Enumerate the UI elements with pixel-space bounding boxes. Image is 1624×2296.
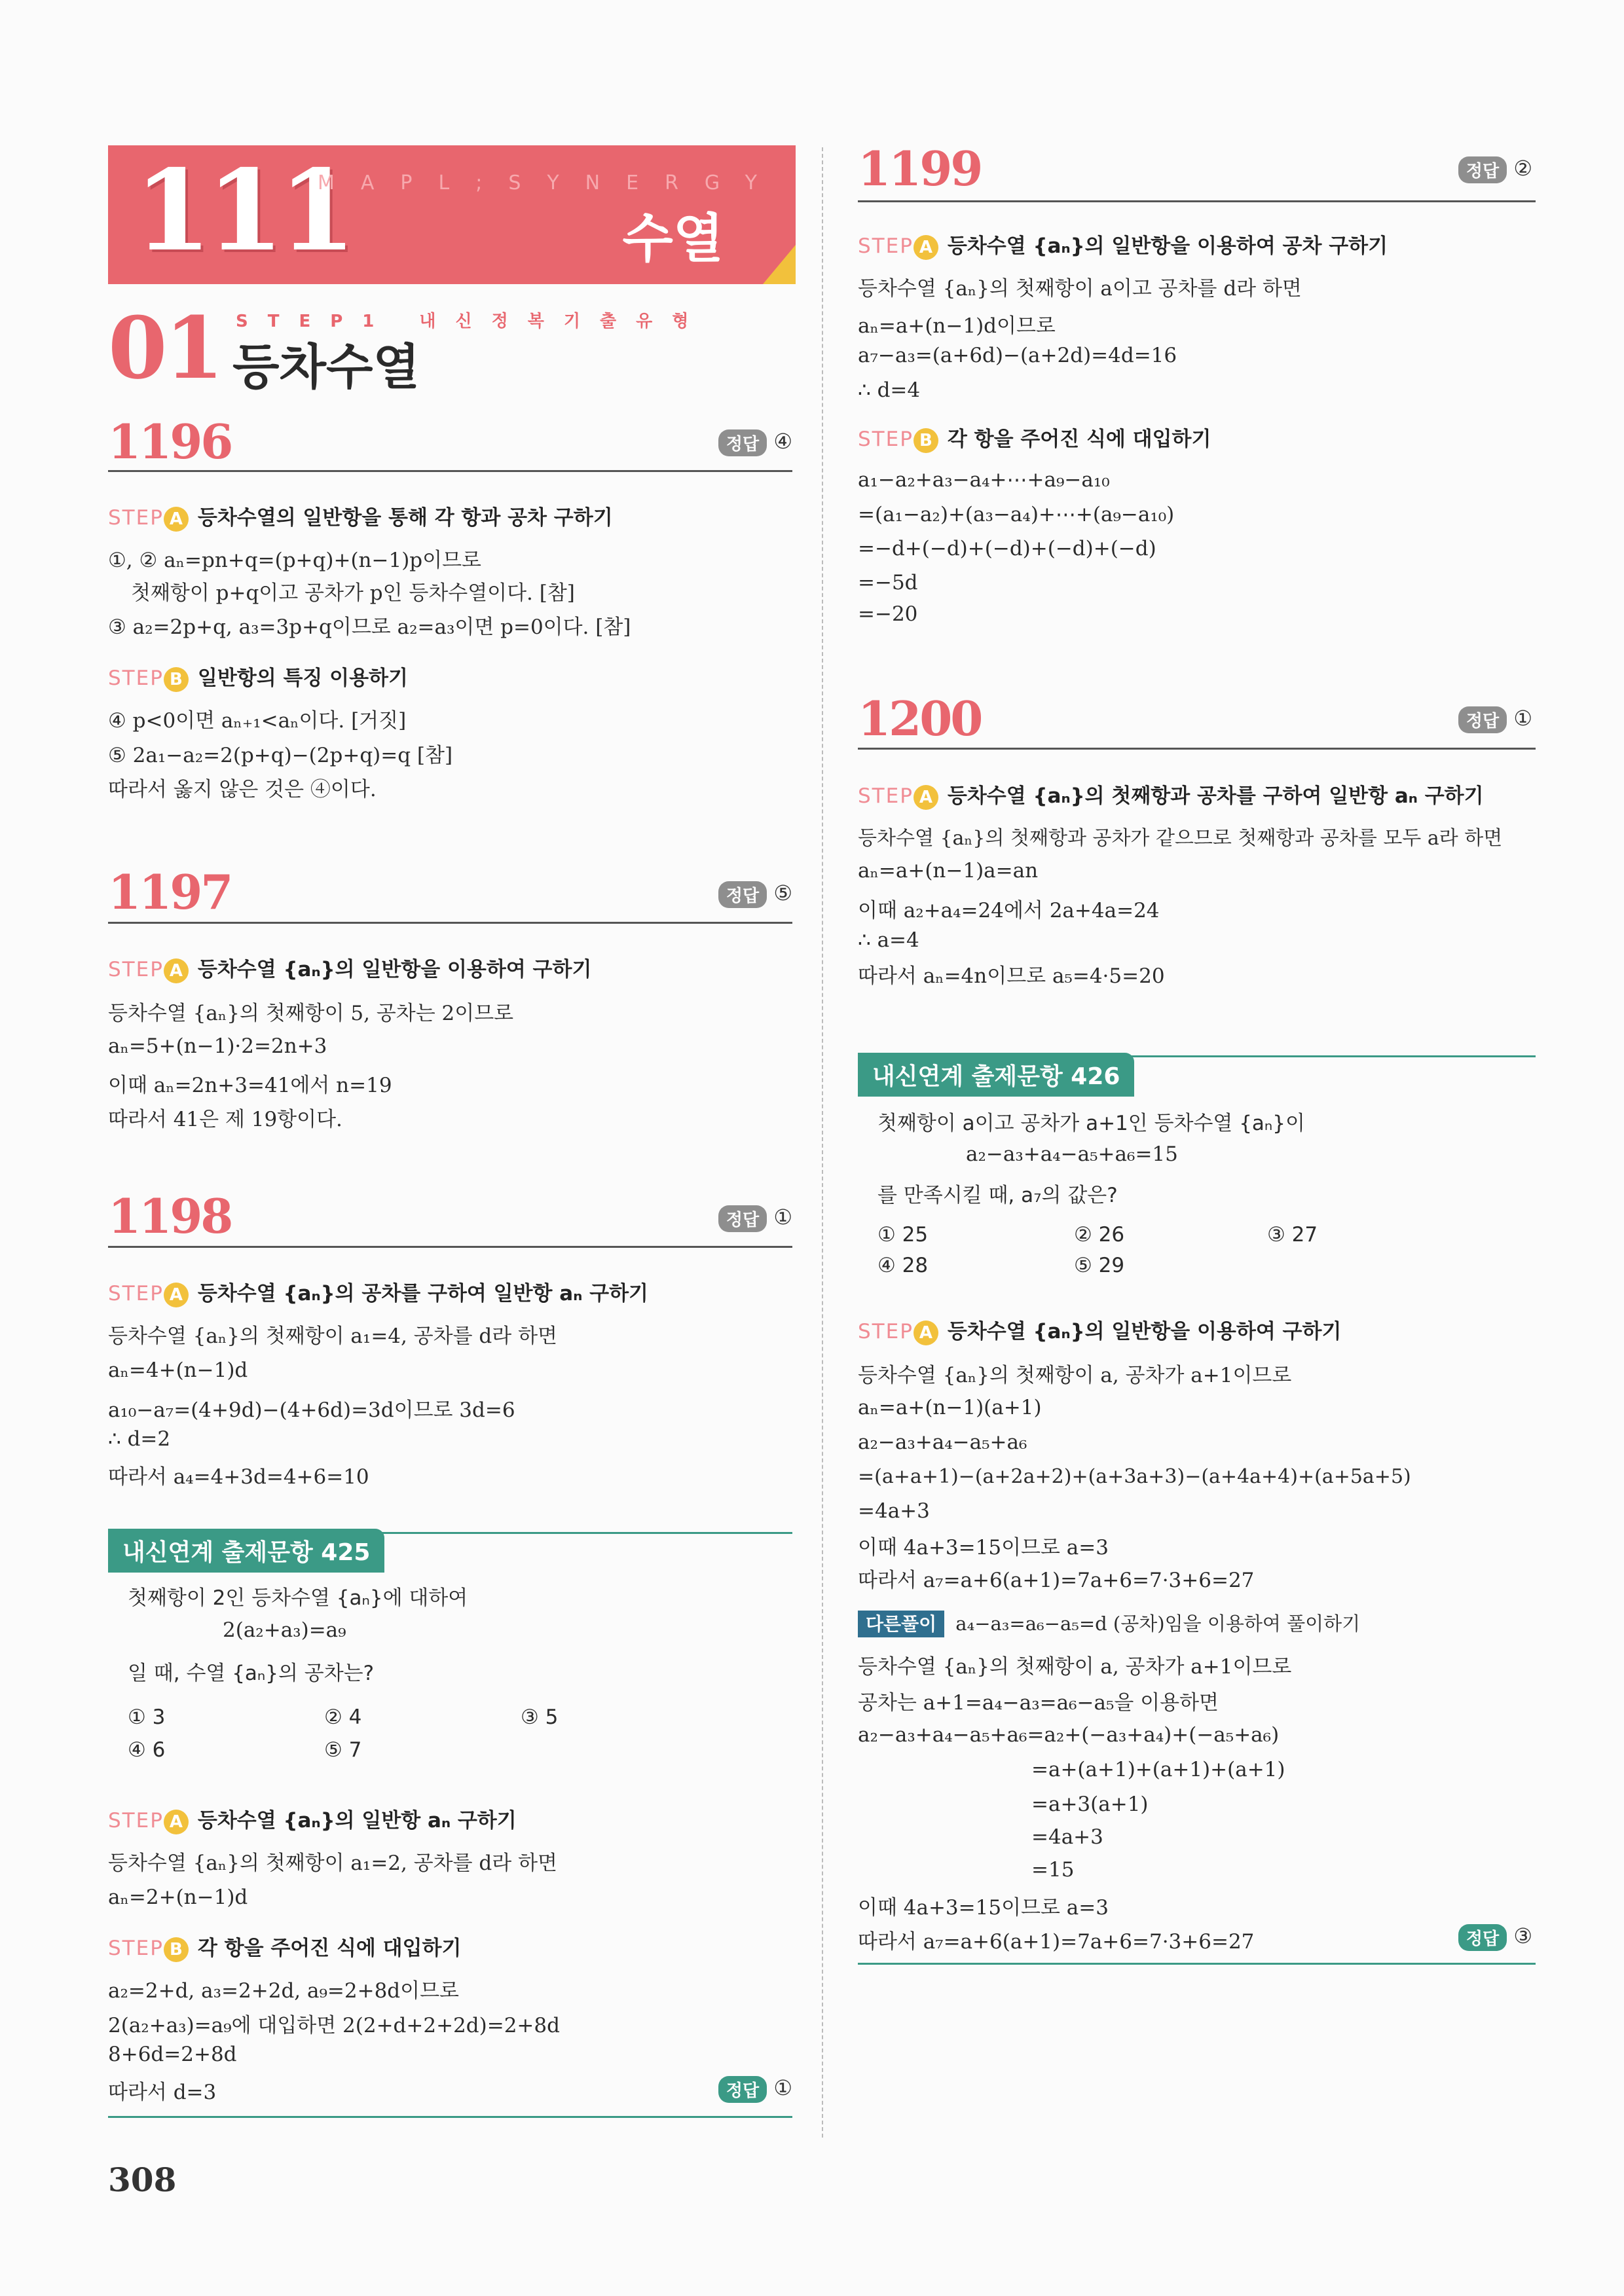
solution-line: ∴ d=2 [108, 1427, 171, 1451]
answer-value: ① [1513, 706, 1532, 731]
answer-badge [718, 429, 792, 456]
related-problem-header: 내신연계 출제문항 426 [858, 1053, 1134, 1097]
step-prefix: STEP [858, 784, 913, 808]
solution-line: 따라서 d=3 [108, 2081, 217, 2104]
solution-line: 등차수열 {aₙ}의 첫째항이 a이고 공차를 d라 하면 [858, 277, 1302, 301]
related-problem-rule [108, 1532, 792, 1534]
step-prefix: STEP [108, 958, 164, 981]
solution-line: aₙ=4+(n−1)d [108, 1358, 248, 1382]
choice: ④ 6 [128, 1738, 166, 1762]
answer-value: ③ [1513, 1923, 1532, 1948]
step-title: 각 항을 주어진 식에 대입하기 [947, 428, 1211, 451]
related-problem-equation: a₂−a₃+a₄−a₅+a₆=15 [966, 1142, 1178, 1166]
step-prefix: STEP [108, 1937, 164, 1960]
step-heading [858, 422, 1211, 453]
solution-line: a₂−a₃+a₄−a₅+a₆ [858, 1430, 1027, 1454]
step-heading [858, 229, 1388, 260]
solution-line: a₂−a₃+a₄−a₅+a₆=a₂+(−a₃+a₄)+(−a₅+a₆) [858, 1723, 1280, 1747]
step-prefix: STEP [858, 428, 913, 451]
solution-line: =−20 [858, 602, 918, 626]
solution-line: 공차는 a+1=a₄−a₃=a₆−a₅을 이용하면 [858, 1691, 1219, 1715]
step-heading [108, 661, 408, 692]
solution-line: a₁₀−a₇=(4+9d)−(4+6d)=3d이므로 3d=6 [108, 1398, 515, 1422]
solution-line: aₙ=a+(n−1)d이므로 [858, 314, 1056, 338]
step-title: 일반항의 특징 이용하기 [197, 666, 408, 690]
solution-line: aₙ=2+(n−1)d [108, 1886, 248, 1909]
step-heading [108, 1277, 648, 1307]
solution-line: aₙ=5+(n−1)·2=2n+3 [108, 1034, 327, 1058]
step-letter: A [164, 507, 189, 532]
step-prefix: STEP [108, 1809, 164, 1832]
choice: ③ 5 [521, 1705, 559, 1729]
step-prefix: STEP [858, 234, 913, 258]
related-problem-bottom-rule [858, 1963, 1536, 1965]
solution-line: 이때 4a+3=15이므로 a=3 [858, 1896, 1109, 1920]
step-letter: B [164, 667, 189, 692]
answer-label: 정답 [718, 1205, 767, 1232]
choice: ① 25 [877, 1223, 929, 1247]
step-title: 등차수열 {aₙ}의 일반항을 이용하여 공차 구하기 [947, 234, 1388, 258]
solution-line: 따라서 a₇=a+6(a+1)=7a+6=7·3+6=27 [858, 1569, 1255, 1592]
solution-line: 이때 aₙ=2n+3=41에서 n=19 [108, 1074, 392, 1097]
problem-number: 1198 [108, 1188, 232, 1244]
step-letter: A [913, 785, 938, 810]
solution-line: 등차수열 {aₙ}의 첫째항이 a₁=2, 공차를 d라 하면 [108, 1851, 557, 1875]
answer-badge [1458, 706, 1532, 733]
solution-line: a₇−a₃=(a+6d)−(a+2d)=4d=16 [858, 344, 1177, 367]
step-title: 등차수열 {aₙ}의 일반항을 이용하여 구하기 [947, 1320, 1342, 1343]
series-label: MAPL;SYNERGY [318, 172, 784, 194]
chapter-title: 수열 [622, 208, 724, 269]
choice: ② 26 [1074, 1223, 1125, 1247]
section-step-label: STEP1 내신정복기출유형 [236, 312, 709, 331]
solution-line: =a+3(a+1) [1031, 1793, 1149, 1816]
problem-rule [108, 470, 792, 472]
step-heading [108, 501, 613, 532]
answer-badge [718, 1205, 792, 1232]
choice: ⑤ 29 [1074, 1254, 1125, 1277]
step-letter: A [913, 1321, 938, 1345]
chapter-number: 111 [134, 145, 351, 276]
answer-badge [1458, 156, 1532, 183]
step-heading [858, 779, 1484, 810]
step-letter: A [913, 235, 938, 260]
solution-line: =4a+3 [858, 1499, 930, 1523]
step-title: 등차수열 {aₙ}의 일반항 aₙ 구하기 [197, 1809, 517, 1832]
column-divider [822, 147, 823, 2138]
solution-line: 이때 a₂+a₄=24에서 2a+4a=24 [858, 899, 1160, 922]
solution-line: 8+6d=2+8d [108, 2043, 237, 2066]
section-number: 01 [108, 298, 221, 398]
step-letter: A [164, 958, 189, 983]
answer-value: ⑤ [773, 881, 792, 905]
solution-line: 등차수열 {aₙ}의 첫째항과 공차가 같으므로 첫째항과 공차를 모두 a라 하면 [858, 827, 1503, 850]
solution-line: ⑤ 2a₁−a₂=2(p+q)−(2p+q)=q [참] [108, 744, 453, 767]
step-title: 등차수열 {aₙ}의 일반항을 이용하여 구하기 [197, 958, 592, 981]
answer-label: 정답 [1458, 1924, 1507, 1951]
solution-line: =(a₁−a₂)+(a₃−a₄)+⋯+(a₉−a₁₀) [858, 503, 1175, 526]
step-prefix: STEP [108, 1282, 164, 1305]
solution-line: 등차수열 {aₙ}의 첫째항이 5, 공차는 2이므로 [108, 1002, 514, 1025]
step-title: 등차수열 {aₙ}의 공차를 구하여 일반항 aₙ 구하기 [197, 1282, 648, 1305]
solution-line: 2(a₂+a₃)=a₉에 대입하면 2(2+d+2+2d)=2+8d [108, 2014, 560, 2037]
related-problem-text: 를 만족시킬 때, a₇의 값은? [877, 1184, 1118, 1207]
problem-rule [858, 200, 1536, 202]
step-prefix: STEP [858, 1320, 913, 1343]
problem-number: 1199 [858, 141, 982, 196]
answer-label: 정답 [1458, 706, 1507, 733]
answer-label: 정답 [718, 429, 767, 456]
solution-line: 첫째항이 p+q이고 공차가 p인 등차수열이다. [참] [131, 581, 575, 605]
step-letter: B [913, 428, 938, 453]
solution-line: a₂=2+d, a₃=2+2d, a₉=2+8d이므로 [108, 1979, 459, 2003]
choice: ① 3 [128, 1705, 166, 1729]
solution-line: ∴ a=4 [858, 928, 919, 952]
related-problem-text: 첫째항이 a이고 공차가 a+1인 등차수열 {aₙ}이 [877, 1112, 1305, 1135]
related-problem-rule [858, 1055, 1536, 1057]
step-heading [108, 1931, 461, 1962]
problem-rule [108, 1246, 792, 1248]
step-title: 각 항을 주어진 식에 대입하기 [197, 1937, 462, 1960]
solution-line: =a+(a+1)+(a+1)+(a+1) [1031, 1758, 1285, 1781]
solution-line: aₙ=a+(n−1)(a+1) [858, 1396, 1042, 1419]
choice: ⑤ 7 [324, 1738, 362, 1762]
related-problem-text: 첫째항이 2인 등차수열 {aₙ}에 대하여 [128, 1586, 468, 1610]
related-problem-equation: 2(a₂+a₃)=a₉ [223, 1618, 346, 1642]
solution-line: ④ p<0이면 aₙ₊₁<aₙ이다. [거짓] [108, 709, 407, 733]
alternative-solution-title: a₄−a₃=a₆−a₅=d (공차)임을 이용하여 풀이하기 [955, 1613, 1361, 1635]
solution-line: 등차수열 {aₙ}의 첫째항이 a, 공차가 a+1이므로 [858, 1655, 1292, 1679]
problem-number: 1196 [108, 414, 232, 469]
alternative-solution-heading [858, 1609, 1360, 1636]
problem-number: 1197 [108, 864, 232, 920]
problem-number: 1200 [858, 691, 982, 746]
answer-value: ② [1513, 156, 1532, 181]
problem-rule [108, 922, 792, 924]
step-prefix: STEP [108, 506, 164, 530]
solution-line: ③ a₂=2p+q, a₃=3p+q이므로 a₂=a₃이면 p=0이다. [참] [108, 615, 631, 639]
answer-label: 정답 [718, 881, 767, 908]
related-problem-text: 일 때, 수열 {aₙ}의 공차는? [128, 1662, 375, 1685]
step-heading [108, 1804, 517, 1834]
solution-line: 따라서 a₇=a+6(a+1)=7a+6=7·3+6=27 [858, 1930, 1255, 1954]
solution-line: 등차수열 {aₙ}의 첫째항이 a₁=4, 공차를 d라 하면 [108, 1324, 557, 1348]
choice: ② 4 [324, 1705, 362, 1729]
solution-line: =−d+(−d)+(−d)+(−d)+(−d) [858, 537, 1156, 560]
answer-value: ④ [773, 429, 792, 454]
solution-line: 등차수열 {aₙ}의 첫째항이 a, 공차가 a+1이므로 [858, 1364, 1292, 1387]
answer-value: ① [773, 1205, 792, 1230]
answer-label: 정답 [718, 2076, 767, 2103]
choice: ③ 27 [1267, 1223, 1318, 1247]
step-heading [858, 1315, 1341, 1345]
solution-line: 따라서 aₙ=4n이므로 a₅=4·5=20 [858, 964, 1165, 988]
step-title: 등차수열 {aₙ}의 첫째항과 공차를 구하여 일반항 aₙ 구하기 [947, 784, 1484, 808]
problem-rule [858, 748, 1536, 750]
answer-label: 정답 [1458, 156, 1507, 183]
alternative-solution-tag: 다른풀이 [858, 1611, 944, 1637]
solution-line: =(a+a+1)−(a+2a+2)+(a+3a+3)−(a+4a+4)+(a+5a+5) [858, 1465, 1411, 1488]
solution-line: aₙ=a+(n−1)a=an [858, 859, 1039, 883]
solution-line: =4a+3 [1031, 1825, 1103, 1849]
answer-badge [1458, 1923, 1532, 1951]
step-letter: A [164, 1283, 189, 1307]
solution-line: =−5d [858, 571, 918, 594]
step-letter: A [164, 1810, 189, 1834]
answer-value: ① [773, 2075, 792, 2100]
answer-badge [718, 881, 792, 908]
choice: ④ 28 [877, 1254, 929, 1277]
solution-line: 따라서 옳지 않은 것은 ④이다. [108, 778, 377, 801]
solution-line: 따라서 a₄=4+3d=4+6=10 [108, 1465, 369, 1489]
related-problem-bottom-rule [108, 2116, 792, 2118]
solution-line: ①, ② aₙ=pn+q=(p+q)+(n−1)p이므로 [108, 549, 481, 572]
step-prefix: STEP [108, 666, 164, 690]
page-number: 308 [108, 2160, 177, 2199]
solution-line: =15 [1031, 1858, 1075, 1882]
step-letter: B [164, 1937, 189, 1962]
step-heading [108, 953, 591, 983]
step-title: 등차수열의 일반항을 통해 각 항과 공차 구하기 [197, 506, 613, 530]
solution-line: ∴ d=4 [858, 378, 921, 402]
solution-line: 따라서 41은 제 19항이다. [108, 1108, 342, 1131]
solution-line: 이때 4a+3=15이므로 a=3 [858, 1536, 1109, 1559]
answer-badge [718, 2075, 792, 2103]
section-title: 등차수열 [232, 339, 420, 395]
solution-line: a₁−a₂+a₃−a₄+⋯+a₉−a₁₀ [858, 468, 1110, 492]
related-problem-header: 내신연계 출제문항 425 [108, 1529, 384, 1573]
